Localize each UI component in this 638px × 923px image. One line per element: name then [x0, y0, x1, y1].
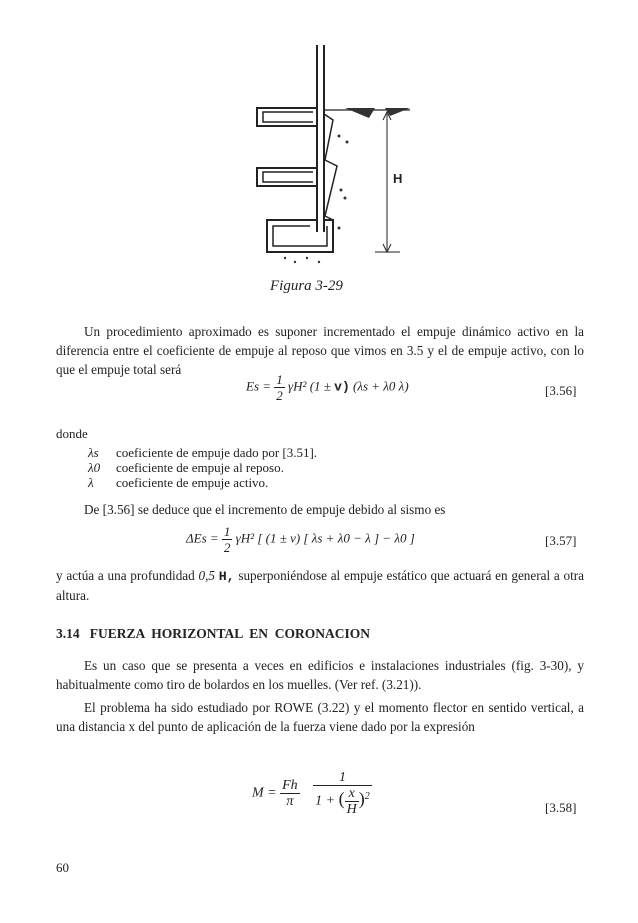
- eq358-inner-num: x: [345, 786, 359, 802]
- paragraph-3-part-d: superponiéndose al empuje estático que actuará en general a otra altura.: [56, 568, 585, 603]
- eq358-fraction-1: [280, 778, 300, 809]
- definition-list: [88, 445, 317, 490]
- dimension-label-h: H: [393, 171, 403, 186]
- definition-symbol: λ0: [88, 460, 101, 475]
- definition-symbol: λ: [88, 475, 94, 490]
- paragraph-2: De [3.56] se deduce que el incremento de empuje debido al sismo es: [84, 502, 446, 517]
- paragraph-3-part-b: 0,5: [198, 568, 215, 583]
- equation-3-58: [252, 770, 372, 817]
- eq356-body2: (λs + λ0 λ): [353, 378, 409, 394]
- definition-row: [88, 460, 317, 475]
- eq358-lhs: M =: [252, 785, 277, 801]
- definition-symbol: λs: [88, 445, 99, 460]
- eq358-frac2-num: 1: [313, 770, 372, 786]
- eq356-frac-den: 2: [276, 388, 283, 403]
- section-heading: 3.14 FUERZA HORIZONTAL EN CORONACION: [56, 626, 371, 641]
- definition-row: [88, 475, 317, 490]
- eq356-body1: γH² (1 ±: [288, 378, 331, 394]
- definition-text: coeficiente de empuje al reposo.: [116, 460, 284, 475]
- equation-3-56: [246, 372, 409, 403]
- eq357-lhs: ΔEs =: [186, 530, 219, 546]
- paragraph-3-part-a: y actúa a una profundidad: [56, 568, 195, 583]
- definition-text: coeficiente de empuje dado por [3.51].: [116, 445, 318, 460]
- paragraph-4: Es un caso que se presenta a veces en edificios e instalaciones industriales (fig. 3-30), y habitualmente como tiro de bolardos en los muelles. (Ver ref. (3.21)).: [56, 658, 584, 692]
- paragraph-3-part-c: H,: [218, 569, 235, 584]
- paragraph-5: El problema ha sido estudiado por ROWE (3.22) y el momento flector en sentido vertical, a una distancia x del punto de aplicación de la fuerza viene dado por la expresión: [56, 700, 584, 734]
- eq358-inner-den: H: [346, 802, 357, 817]
- eq357-number: [3.57]: [545, 533, 577, 548]
- figure-caption: Figura 3-29: [270, 278, 343, 294]
- eq356-lhs: Es =: [246, 378, 272, 394]
- eq356-frac-num: 1: [276, 372, 283, 387]
- eq358-frac1-num: Fh: [282, 778, 298, 793]
- donde-label: donde: [56, 426, 88, 441]
- eq358-frac1-den: π: [286, 794, 294, 809]
- eq358-fraction-2: [313, 770, 372, 817]
- eq358-number: [3.58]: [545, 800, 577, 815]
- eq356-number: [3.56]: [545, 383, 577, 398]
- definition-text: coeficiente de empuje activo.: [116, 475, 269, 490]
- eq358-frac2-den-a: 1 +: [315, 793, 336, 809]
- eq356-fraction: [274, 372, 285, 403]
- paragraph-3: [56, 566, 584, 605]
- eq356-v: v): [334, 379, 350, 395]
- eq357-fraction: [222, 524, 233, 555]
- eq357-frac-den: 2: [223, 540, 231, 555]
- eq358-exponent: 2: [364, 791, 370, 803]
- eq358-inner-fraction: [345, 786, 359, 817]
- eq358-frac2-den: 1 + ( $\frac{x}{H}$ )$^2$: [315, 786, 370, 817]
- eq357-body: γH² [ (1 ± v) [ λs + λ0 − λ ] − λ0 ]: [235, 530, 415, 546]
- paragraph-1: Un procedimiento aproximado es suponer incrementado el empuje dinámico activo en la diferencia entre el coeficiente de empuje al reposo que vimos en 3.5 y el de empuje activo, con lo que el empuje total será: [56, 324, 584, 377]
- equation-3-57: [186, 524, 415, 555]
- figure-3-29: [255, 40, 415, 275]
- definition-row: [88, 445, 317, 460]
- page-number: 60: [56, 860, 69, 875]
- eq357-frac-num: 1: [223, 524, 231, 539]
